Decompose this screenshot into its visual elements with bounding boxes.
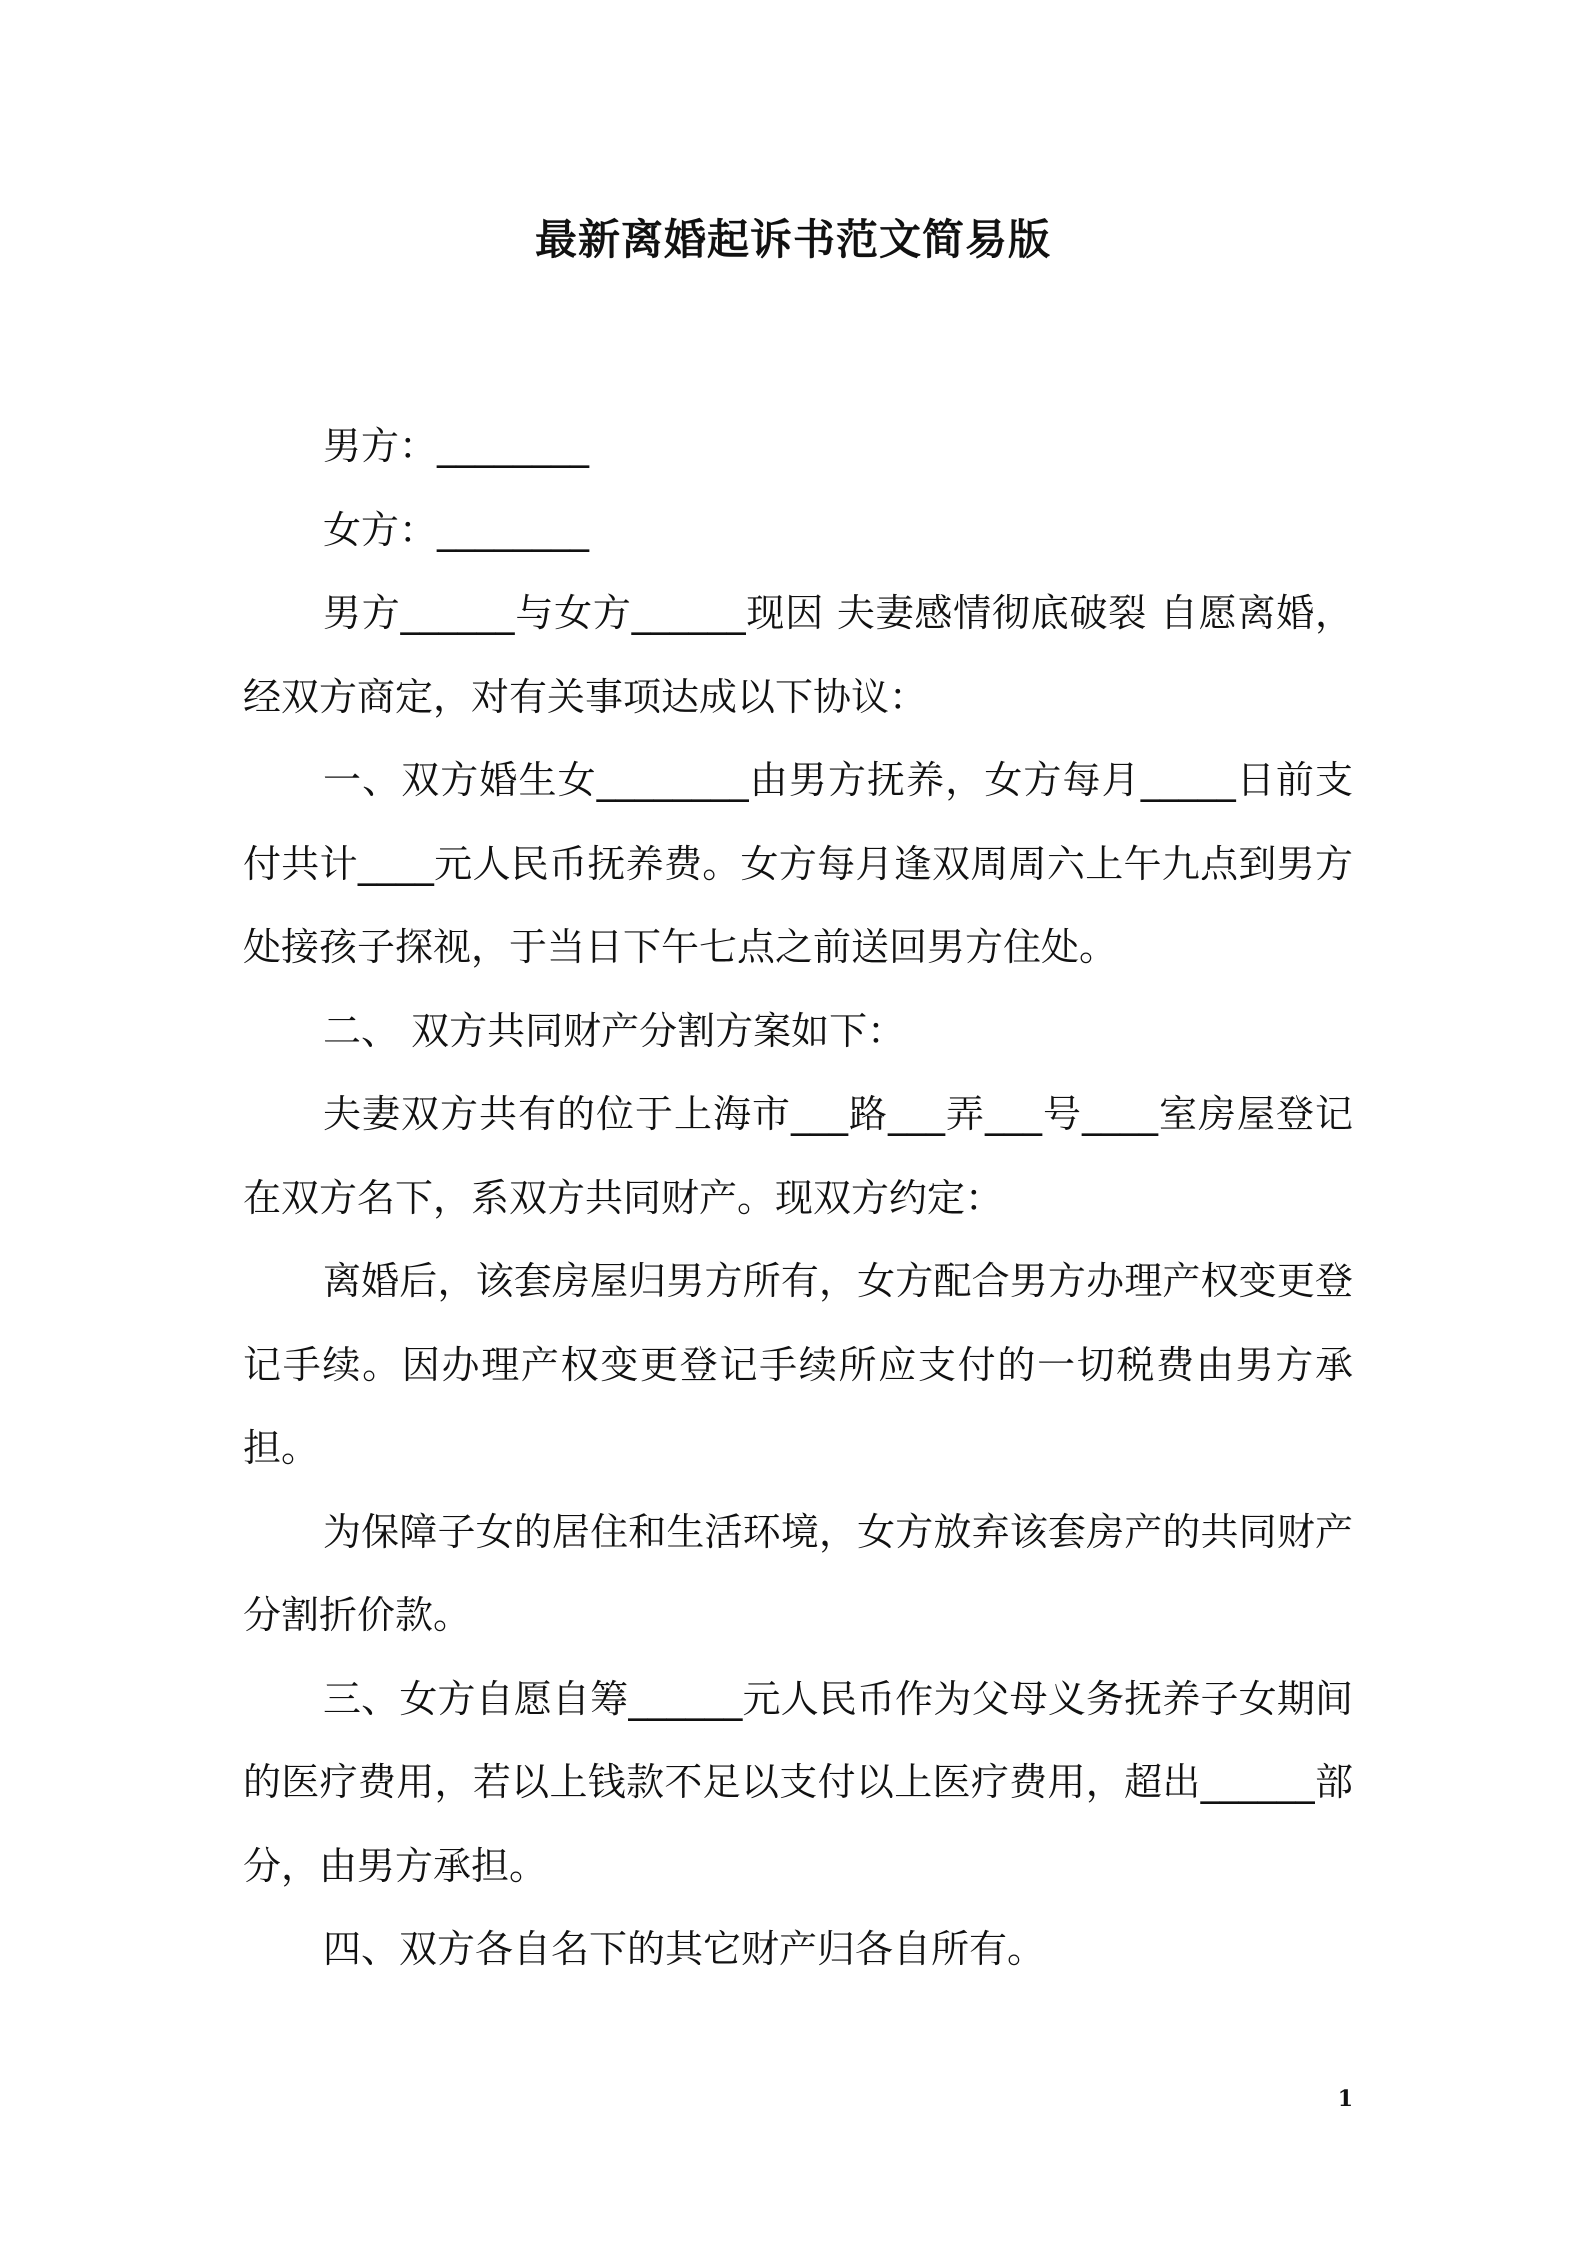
paragraph-female-party: 女方：________ — [323, 507, 590, 552]
page-number: 1 — [1337, 2086, 1353, 2112]
paragraph-clause-1: 一、双方婚生女________由男方抚养，女方每月_____日前支付共计____元人民币抚养费。女方每月逢双周周六上午九点到男方处接孩子探视，于当日下午七点之前送回男方住处。 — [243, 758, 1353, 969]
paragraph-property: 夫妻双方共有的位于上海市___路___弄___号____室房屋登记在双方名下，系双方共同财产。现双方约定： — [243, 1092, 1353, 1220]
paragraph-clause-2: 二、 双方共同财产分割方案如下： — [323, 1008, 906, 1053]
paragraph-clause-3: 三、女方自愿自筹______元人民币作为父母义务抚养子女期间的医疗费用，若以上钱款不足以支付以上医疗费用，超出______部分，由男方承担。 — [243, 1676, 1353, 1888]
document-title: 最新离婚起诉书范文简易版 — [534, 215, 1051, 264]
paragraph-male-party: 男方：________ — [323, 424, 590, 468]
paragraph-clause-4: 四、双方各自名下的其它财产归各自所有。 — [323, 1927, 1046, 1971]
paragraph-intro: 男方______与女方______现因 夫妻感情彻底破裂 自愿离婚，经双方商定，对有关事项达成以下协议： — [243, 591, 1353, 719]
document-body — [243, 405, 1353, 1992]
paragraph-house-ownership: 离婚后，该套房屋归男方所有，女方配合男方办理产权变更登记手续。因办理产权变更登记手续所应支付的一切税费由男方承担。 — [243, 1259, 1353, 1470]
paragraph-waiver: 为保障子女的居住和生活环境，女方放弃该套房产的共同财产分割折价款。 — [243, 1509, 1353, 1637]
